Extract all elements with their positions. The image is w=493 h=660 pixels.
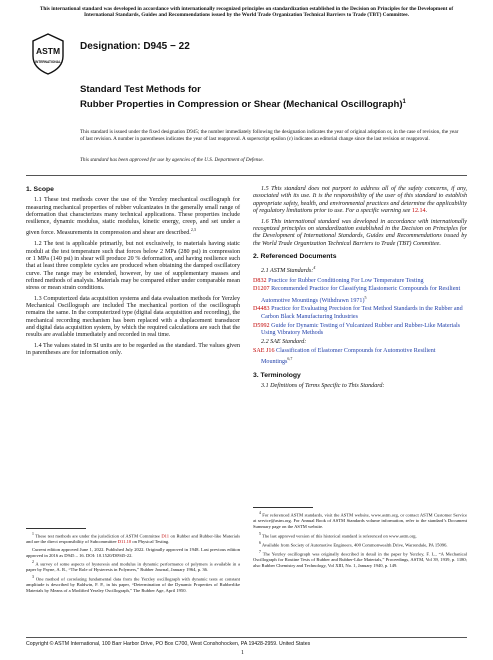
footnote-2-text: A survey of some aspects of hysteresis and modulus in dynamic performance of polymers is available in a paper by Payne, A. R., “The Role of Hysteresis in Polymers,” Rubber Journal, January 1964, p. 36. xyxy=(26,561,240,573)
footnote-1-mark: 1 xyxy=(32,532,34,536)
footnote-6-mark: 6 xyxy=(259,540,261,545)
dod-notice: This standard has been approved for use by agencies of the U.S. Department of Defense. xyxy=(80,157,264,163)
ref-d5992 xyxy=(253,323,467,338)
title-block xyxy=(80,84,460,111)
footnote-7 xyxy=(253,550,467,568)
logo-subtext: INTERNATIONAL xyxy=(35,60,61,64)
footnote-4 xyxy=(253,511,467,529)
astm-standards-subheading xyxy=(253,264,467,275)
right-column xyxy=(253,186,467,392)
para-1-2: 1.2 The test is applicable primarily, but not exclusively, to materials having static moduli at the test temperature such that forces below 2 MPa (280 psi) in compression or 1 MPa (140 psi) in shear will produce 20 % deformation, and having resilience such that at least three complete cycles are produced when obtaining the damped oscillatory curve. The range may be extended, however, by use of supplementary masses and refined methods of analysis. Materials may be compared either under comparable mean stress or mean strain conditions. xyxy=(26,241,240,292)
referenced-documents-heading: 2. Referenced Documents xyxy=(253,252,337,260)
footnote-1-text-a: These test methods are under the jurisdiction of ASTM Committee xyxy=(35,533,162,539)
footnote-3-mark: 3 xyxy=(32,575,34,580)
left-footnotes xyxy=(26,528,240,596)
footnote-rule-right xyxy=(253,507,313,508)
para-1-3: 1.3 Computerized data acquisition systems and data evaluation methods for Yerzley Mechanical Oscillograph are included The mechanical portion of the oscillograph remains the same. In the computerized type (digital data acquisition and recording), the mechanical recording mechanism has been replaced with a displacement transducer and digital data acquisition system, by which the required calculations are such that the results are available immediately and recorded in real time. xyxy=(26,295,240,339)
title-main: Rubber Properties in Compression or Shear (Mechanical Oscillograph) xyxy=(80,99,403,111)
ref-d832-title[interactable]: Practice for Rubber Conditioning For Low Temperature Testing xyxy=(266,277,424,284)
ref-sae-j16-sup: 6,7 xyxy=(287,356,293,362)
footnote-3-text: One method of correlating fundamental data from the Yerzley oscillograph with dynamic tests at constant amplitude is described by Baldwin, F. P., in his paper, “Determination of the Dynamic Properties of Rubberlike Materials by Means of a Modified Yerzley Oscillograph,” The Rubber Age, April 1950. xyxy=(26,576,241,593)
footnote-4-text: For referenced ASTM standards, visit the ASTM website, www.astm.org, or contact ASTM Customer Service at service@astm.org. For Annual Book of ASTM Standards volume information, refer to the standard’s Document Summary page on the ASTM website. xyxy=(253,512,467,529)
designation-notice: This standard is issued under the fixed designation D945; the number immediately following the designation indicates the year of original adoption or, in the case of revision, the year of last revision. A number in parentheses indicates the year of last reapproval. A superscript epsilon (ε) indicates an editorial change since the last revision or reapproval. xyxy=(80,129,459,142)
tbt-banner: This international standard was developed in accordance with internationally recognized principles on standardization established in the Decision on Principles for the Development of International Standards, Guides and Recommendations issued by the World Trade Organization Technical Barriers to Trade (TBT) Committee. xyxy=(39,6,454,19)
para-1-1-sup: 2,3 xyxy=(190,227,196,233)
scope-heading: 1. Scope xyxy=(26,186,54,193)
definitions-subheading: 3.1 Definitions of Terms Specific to This Standard: xyxy=(261,382,385,389)
ref-sae-j16-link[interactable]: SAE J16 xyxy=(253,347,275,354)
footnote-1-text-b: on Rubber and Rubber-like Materials and are the direct responsibility of Subcommittee xyxy=(26,533,240,545)
ref-d1207-sup: 5 xyxy=(364,294,367,300)
footnote-7-mark: 7 xyxy=(259,550,261,555)
footnote-6 xyxy=(253,541,467,548)
para-1-5: 1.5 This standard does not purport to address all of the safety concerns, if any, associated with its use. It is the responsibility of the user of this standard to establish appropriate safety, health, and environmental practices and determine the applicability of regulatory limitations prior to use. For a specific warning see 12.14. xyxy=(253,186,467,214)
ref-d5992-title[interactable]: Guide for Dynamic Testing of Vulcanized Rubber and Rubber-Like Materials Using Vibratory Methods xyxy=(261,322,461,336)
designation: Designation: D945 − 22 xyxy=(80,41,190,52)
footnote-5 xyxy=(253,532,467,539)
para-1-6: 1.6 This international standard was developed in accordance with internationally recognized principles on standardization established in the Decision on Principles for the Development of International Standards, Guides and Recommendations issued by the World Trade Organization Technical Barriers to Trade (TBT) Committee. xyxy=(253,218,467,247)
footnote-7-text: The Yerzley oscillograph was originally described in detail in the paper by Yerzley, F. L., “A Mechanical Oscillograph for Routine Tests of Rubber and Rubber-Like Materials,” Proceedings, ASTM, Vol 39, 1939, p. 1180; also Rubber Chemistry and Technology, Vol XIII, No. 1, January 1940, p. 149. xyxy=(253,551,467,568)
footnote-6-text: Available from Society of Automotive Engineers, 400 Commonwealth Drive, Warrendale, PA 15096. xyxy=(261,542,448,548)
ref-sae-j16 xyxy=(253,348,467,367)
logo-text: ASTM xyxy=(35,46,61,56)
right-footnotes xyxy=(253,507,467,571)
footnote-1-edition: Current edition approved June 1, 2022. Published July 2022. Originally approved in 1948. Last previous edition approved in 2016 as D945 – 16. DOI: 10.1520/D0945-22. xyxy=(26,546,240,558)
page-number: 1 xyxy=(241,650,244,656)
ref-d1207-link[interactable]: D1207 xyxy=(253,286,270,293)
para-1-4: 1.4 The values stated in SI units are to be regarded as the standard. The values given in parentheses are for information only. xyxy=(26,343,240,357)
para-1-1 xyxy=(26,197,240,238)
warning-section-link[interactable]: 12.14 xyxy=(411,207,426,214)
astm-standards-sup: 4 xyxy=(313,265,316,271)
copyright-footer: Copyright © ASTM International, 100 Barr Harbor Drive, PO Box C700, West Conshohocken, PA 19428-2959. United States xyxy=(26,641,311,647)
ref-sae-j16-title[interactable]: Classification of Elastomer Compounds for Automotive Resilient Mountings xyxy=(261,347,436,366)
sae-standard-subheading: 2.2 SAE Standard: xyxy=(261,338,307,345)
ref-d1207-title[interactable]: Recommended Practice for Classifying Elastomeric Compounds for Resilient Automotive Mountings (Withdrawn 1971) xyxy=(261,286,461,304)
header-divider xyxy=(26,175,467,176)
ref-d5992-link[interactable]: D5992 xyxy=(253,322,270,329)
left-column xyxy=(26,186,240,361)
footer-divider xyxy=(26,637,467,638)
ref-d4483-title[interactable]: Practice for Evaluating Precision for Test Method Standards in the Rubber and Carbon Black Manufacturing Industries xyxy=(261,306,463,320)
subcommittee-d11-10-link[interactable]: D11.10 xyxy=(117,539,132,545)
footnote-5-text: The last approved version of this historical standard is referenced on www.astm.org. xyxy=(262,533,417,539)
footnote-3 xyxy=(26,575,240,593)
committee-d11-link[interactable]: D11 xyxy=(161,533,170,539)
title-line1: Standard Test Methods for xyxy=(80,84,201,95)
footnote-5-mark: 5 xyxy=(259,531,261,536)
astm-logo xyxy=(30,32,66,76)
ref-d4483-link[interactable]: D4483 xyxy=(253,306,270,313)
para-1-1-text: 1.1 These test methods cover the use of the Yerzley mechanical oscillograph for measuring mechanical properties of rubber vulcanizates in the generally small range of deformation that characterizes many technical applications. These properties include resilience, dynamic modulus, static modulus, kinetic energy, creep, and set under a given force. Measurements in compression and shear are described. xyxy=(26,197,240,237)
title-footnote-mark: 1 xyxy=(402,99,406,105)
astm-standards-label: 2.1 ASTM Standards: xyxy=(261,268,314,275)
footnote-1-text-c: on Physical Testing. xyxy=(131,539,170,545)
footnote-2 xyxy=(26,560,240,573)
ref-d1207 xyxy=(253,286,467,305)
footnote-2-mark: 2 xyxy=(32,560,34,565)
footnote-1 xyxy=(26,532,240,545)
ref-d832-link[interactable]: D832 xyxy=(253,277,267,284)
terminology-heading: 3. Terminology xyxy=(253,371,301,379)
footnote-4-mark: 4 xyxy=(259,511,261,515)
ref-d4483 xyxy=(253,306,467,321)
footnote-rule xyxy=(26,528,86,529)
title-line2 xyxy=(80,96,460,111)
ref-d832 xyxy=(253,278,467,285)
para-1-5-text: 1.5 This standard does not purport to address all of the safety concerns, if any, associated with its use. It is the responsibility of the user of this standard to establish appropriate safety, health, and environmental practices and determine the applicability of regulatory limitations prior to use. For a specific warning see xyxy=(253,186,467,214)
